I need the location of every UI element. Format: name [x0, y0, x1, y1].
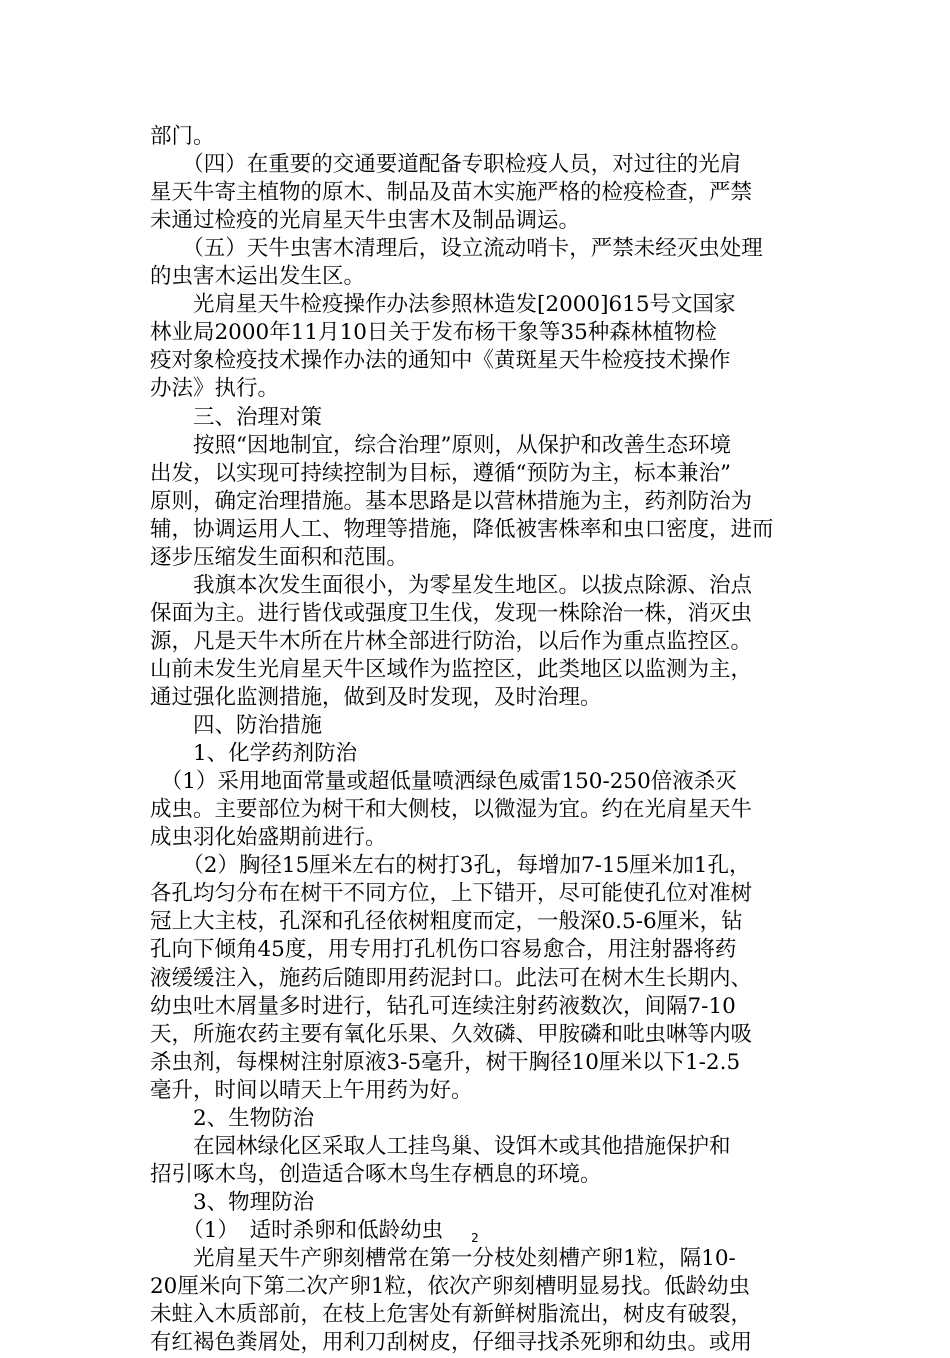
text-line: 20厘米向下第二次产卵1粒，依次产卵刻槽明显易找。低龄幼虫 [150, 1274, 751, 1300]
text-line: 孔向下倾角45度，用专用打孔机伤口容易愈合，用注射器将药 [150, 937, 737, 963]
text-line: 我旗本次发生面很小，为零星发生地区。以拔点除源、治点 [150, 572, 753, 598]
text-line: 疫对象检疫技术操作办法的通知中《黄斑星天牛检疫技术操作 [150, 348, 731, 374]
text-line: 2、生物防治 [150, 1105, 315, 1131]
text-line: 辅，协调运用人工、物理等措施，降低被害株率和虫口密度，进而 [150, 516, 774, 542]
text-line: 成虫。主要部位为树干和大侧枝，以微湿为宜。约在光肩星天牛 [150, 797, 753, 823]
text-line: 成虫羽化始盛期前进行。 [150, 825, 387, 851]
text-line: 星天牛寄主植物的原木、制品及苗木实施严格的检疫检查，严禁 [150, 180, 753, 206]
text-line: 三、治理对策 [150, 404, 323, 430]
text-line: 未通过检疫的光肩星天牛虫害木及制品调运。 [150, 208, 581, 234]
text-line: 未蛀入木质部前，在枝上危害处有新鲜树脂流出，树皮有破裂， [150, 1302, 753, 1328]
text-line: 天，所施农药主要有氧化乐果、久效磷、甲胺磷和吡虫啉等内吸 [150, 1021, 753, 1047]
text-line: 按照“因地制宜，综合治理”原则，从保护和改善生态环境 [150, 432, 731, 458]
text-line: 在园林绿化区采取人工挂鸟巢、设饵木或其他措施保护和 [150, 1133, 731, 1159]
text-line: 林业局2000年11月10日关于发布杨干象等35种森林植物检 [150, 320, 717, 346]
text-line: 有红褐色粪屑处，用利刀刮树皮，仔细寻找杀死卵和幼虫。或用 [150, 1330, 753, 1356]
text-line: （1）采用地面常量或超低量喷洒绿色威雷150-250倍液杀灭 [150, 769, 737, 795]
text-line: 毫升，时间以晴天上午用药为好。 [150, 1077, 473, 1103]
text-line: 的虫害木运出发生区。 [150, 264, 366, 290]
text-line: 出发，以实现可持续控制为目标，遵循“预防为主，标本兼治” [150, 460, 731, 486]
text-line: 四、防治措施 [150, 713, 323, 739]
page-number: 2 [471, 1231, 479, 1245]
text-line: 部门。 [150, 124, 215, 149]
text-line: 办法》执行。 [150, 376, 280, 402]
text-line: 冠上大主枝，孔深和孔径依树粗度而定，一般深0.5-6厘米，钻 [150, 909, 743, 935]
text-line: 光肩星天牛检疫操作办法参照林造发[2000]615号文国家 [150, 292, 736, 318]
text-line: 液缓缓注入，施药后随即用药泥封口。此法可在树木生长期内、 [150, 965, 753, 991]
text-line: 光肩星天牛产卵刻槽常在第一分枝处刻槽产卵1粒，隔10- [150, 1246, 736, 1271]
text-line: 源，凡是天牛木所在片林全部进行防治，以后作为重点监控区。 [150, 628, 753, 654]
text-line: 招引啄木鸟，创造适合啄木鸟生存栖息的环境。 [150, 1161, 602, 1187]
text-line: 通过强化监测措施，做到及时发现，及时治理。 [150, 685, 602, 710]
text-line: 各孔均匀分布在树干不同方位，上下错开，尽可能使孔位对准树 [150, 881, 753, 907]
text-line: 原则，确定治理措施。基本思路是以营林措施为主，药剂防治为 [150, 488, 753, 514]
text-line: 幼虫吐木屑量多时进行，钻孔可连续注射药液数次，间隔7-10 [150, 993, 736, 1019]
text-line: 保面为主。进行皆伐或强度卫生伐，发现一株除治一株，消灭虫 [150, 600, 753, 626]
text-line: 逐步压缩发生面积和范围。 [150, 544, 409, 570]
text-line: （2）胸径15厘米左右的树打3孔，每增加7-15厘米加1孔， [150, 853, 751, 879]
text-line: 1、化学药剂防治 [150, 741, 358, 767]
text-line: 3、物理防治 [150, 1189, 315, 1215]
text-line: （四）在重要的交通要道配备专职检疫人员，对过往的光肩 [150, 152, 742, 178]
text-line: 山前未发生光肩星天牛区域作为监控区，此类地区以监测为主， [150, 656, 753, 682]
text-line: （1） 适时杀卵和低龄幼虫 [150, 1217, 444, 1243]
text-line: 杀虫剂，每棵树注射原液3-5毫升，树干胸径10厘米以下1-2.5 [150, 1049, 741, 1075]
text-line: （五）天牛虫害木清理后，设立流动哨卡，严禁未经灭虫处理 [150, 236, 763, 262]
